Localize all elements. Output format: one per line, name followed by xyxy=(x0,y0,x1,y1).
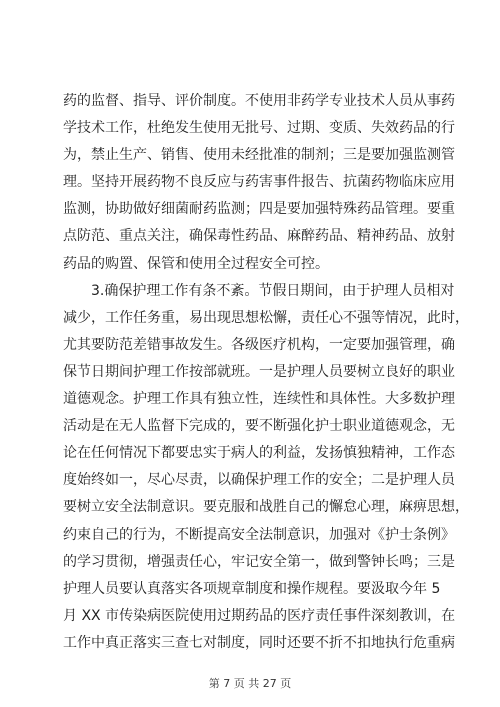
text-line-9: 减少，工作任务重，易出现思想松懈，责任心不强等情况，此时， xyxy=(63,309,469,326)
text-line-3: 为，禁止生产、销售、使用未经批准的制剂；三是要加强监测管 xyxy=(63,147,455,164)
paragraph-3-start-line: 3.确保护理工作有条不紊。节假日期间，由于护理人员相对 xyxy=(91,282,455,299)
text-line-10: 尤其要防范差错事故发生。各级医疗机构，一定要加强管理，确 xyxy=(63,336,455,353)
text-line-2: 学技术工作，杜绝发生使用无批号、过期、变质、失效药品的行 xyxy=(63,120,455,137)
text-line-7: 药品的购置、保管和使用全过程安全可控。 xyxy=(63,255,329,272)
text-line-14: 论在任何情况下都要忠实于病人的利益，发扬慎独精神，工作态 xyxy=(63,445,455,462)
page-number-footer: 第 7 页 共 27 页 xyxy=(208,677,292,690)
text-line-18: 的学习贯彻，增强责任心，牢记安全第一，做到警钟长鸣；三是 xyxy=(63,553,455,570)
text-line-6: 点防范、重点关注，确保毒性药品、麻醉药品、精神药品、放射 xyxy=(63,228,455,245)
document-body xyxy=(63,88,469,657)
text-line-12: 道德观念。护理工作具有独立性，连续性和具体性。大多数护理 xyxy=(63,391,455,408)
text-line-1: 药的监督、指导、评价制度。不使用非药学专业技术人员从事药 xyxy=(63,93,455,109)
text-line-11: 保节日期间护理工作按部就班。一是护理人员要树立良好的职业 xyxy=(63,363,455,380)
text-line-15: 度始终如一，尽心尽责，以确保护理工作的安全；二是护理人员 xyxy=(63,472,455,489)
text-line-20: 月 XX 市传染病医院使用过期药品的医疗责任事件深刻教训，在 xyxy=(63,607,456,624)
text-line-5: 监测，协助做好细菌耐药监测；四是要加强特殊药品管理。要重 xyxy=(63,201,455,218)
text-line-13: 活动是在无人监督下完成的，要不断强化护士职业道德观念，无 xyxy=(63,418,455,435)
text-line-19: 护理人员要认真落实各项规章制度和操作规程。要汲取今年 5 xyxy=(63,580,441,597)
text-line-16: 要树立安全法制意识。要克服和战胜自己的懈怠心理，麻痹思想， xyxy=(63,499,469,516)
text-line-4: 理。坚持开展药物不良反应与药害事件报告、抗菌药物临床应用 xyxy=(63,174,455,191)
text-line-21: 工作中真正落实三查七对制度，同时还要不折不扣地执行危重病 xyxy=(63,634,455,651)
text-line-17: 约束自己的行为，不断提高安全法制意识，加强对《护士条例》 xyxy=(63,526,455,543)
